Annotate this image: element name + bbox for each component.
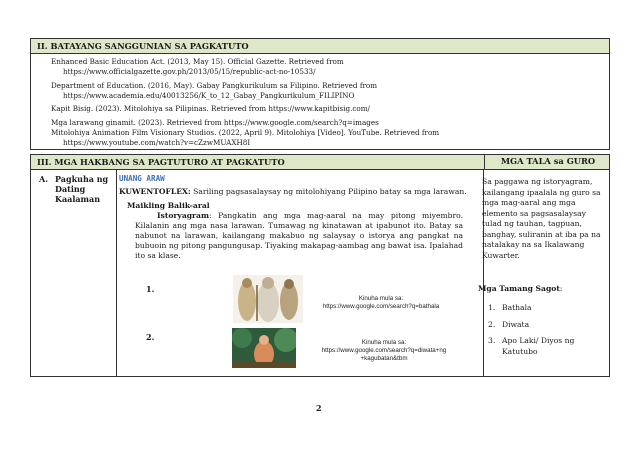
references-box: [30, 53, 610, 150]
diwata-image: [232, 328, 296, 368]
answer-item: 2. Diwata: [488, 319, 530, 329]
reference-item: [51, 118, 591, 128]
page-number: 2: [316, 403, 322, 413]
tree-foliage: [232, 328, 252, 348]
notes-paragraph: Sa paggawa ng istoryagram, kailangang ipaalala ng guro sa mga mag-aaral ang mga elemento sa pagsasalaysay tulad ng tauhan, tagpuan, banghay, suliranin at iba pa na natalakay na sa Ikalawang Kuwarter.: [482, 177, 601, 260]
section2-title: II. BATAYANG SANGGUNIAN SA PAGKATUTO: [37, 41, 249, 51]
istoryagram-paragraph: [135, 211, 463, 261]
answers-colon: :: [559, 284, 563, 293]
reference-line: Enhanced Basic Education Act. (2013, May 15). Official Gazette. Retrieved from: [51, 57, 344, 66]
reference-line: Department of Education. (2016, May). Gabay Pangkurikulum sa Filipino. Retrieved from: [51, 81, 378, 90]
picture2-caption-text: Kinuha mula sa: https://www.google.com/search?q=diwata+ng +kagubatan&tbm: [321, 339, 447, 362]
diwata-head: [259, 335, 269, 345]
answer-item: 3. Apo Laki/ Diyos ng Katutubo: [488, 336, 602, 357]
notes-heading: MGA TALA sa GURO: [484, 154, 611, 170]
review-heading: Maikling Balik-aral: [127, 201, 210, 210]
step-title: Pagkuha ng Dating Kaalaman: [55, 174, 109, 204]
step-letter: A.: [39, 174, 48, 184]
figure-left-head: [242, 278, 252, 288]
answer-text: Bathala: [502, 303, 532, 312]
section3-title: III. MGA HAKBANG SA PAGTUTURO AT PAGKATUTO: [37, 157, 285, 167]
answer-text: Apo Laki/ Diyos ng Katutubo: [502, 336, 575, 356]
day-label: UNANG ARAW: [119, 174, 165, 183]
picture1-caption-text: Kinuha mula sa: https://www.google.com/search?q=bathala: [322, 295, 440, 310]
bathala-image: [233, 275, 303, 323]
figure-right-head: [284, 279, 294, 289]
section3-heading: [30, 154, 610, 170]
answers-list: [488, 303, 602, 357]
reference-item: [51, 81, 591, 101]
reference-url: https://www.youtube.com/watch?v=cZzwMUAXH8I: [63, 138, 251, 147]
picture1-number: 1.: [146, 284, 155, 294]
picture2-number: 2.: [146, 332, 155, 342]
ground: [232, 362, 296, 368]
kuwentoflex-paragraph: [119, 187, 475, 197]
kuwentoflex-text: Sariling pagsasalaysay ng mitolohiyang Pilipino batay sa mga larawan.: [193, 187, 467, 196]
answers-heading: [478, 284, 602, 295]
kuwentoflex-label: KUWENTOFLEX:: [119, 187, 191, 196]
steps-table: [30, 169, 610, 377]
picture1-caption: [311, 295, 451, 311]
answer-item: 1. Bathala: [488, 303, 532, 312]
figure-center-head: [262, 277, 274, 289]
answers-label: Mga Tamang Sagot: [478, 284, 560, 293]
reference-item: [51, 128, 591, 148]
reference-url: https://www.academia.edu/40013256/K_to_12_Gabay_Pangkurikulum_FILIPINO: [63, 91, 355, 100]
istoryagram-label: Istoryagram: [157, 211, 209, 220]
istoryagram-text: : Pangkatin ang mga mag-aaral na may pitong miyembro. Kilalanin ang mga nasa larawan. Tumawag ng kinatawan at ipabunot ito. Batay sa nabunot na larawan, kailangang makabuo ng salaysay o istorya ang pangkat na bubuoin ng pitong pangungusap. Tiyaking makapag-aambag ang bawat isa. Ipalahad ito sa klase.: [135, 211, 463, 260]
reference-item: [51, 104, 591, 114]
teacher-notes: [478, 177, 602, 356]
reference-line: Mitolohiya Animation Film Visionary Studios. (2022, April 9). Mitolohiya [Video]. YouTube. Retrieved from: [51, 128, 440, 137]
reference-line: Mga larawang ginamit. (2023). Retrieved from https://www.google.com/search?q=images: [51, 118, 379, 127]
reference-url: https://www.officialgazette.gov.ph/2013/05/15/republic-act-no-10533/: [63, 67, 316, 76]
step-a: [39, 174, 119, 204]
reference-item: [51, 57, 591, 77]
lesson-content: [119, 174, 475, 261]
answer-text: Diwata: [502, 319, 530, 329]
reference-line: Kapit Bisig. (2023). Mitolohiya sa Pilipinas. Retrieved from https://www.kapitbisig.com/: [51, 104, 370, 113]
picture2-caption: [304, 339, 464, 363]
section2-heading: [30, 38, 610, 54]
